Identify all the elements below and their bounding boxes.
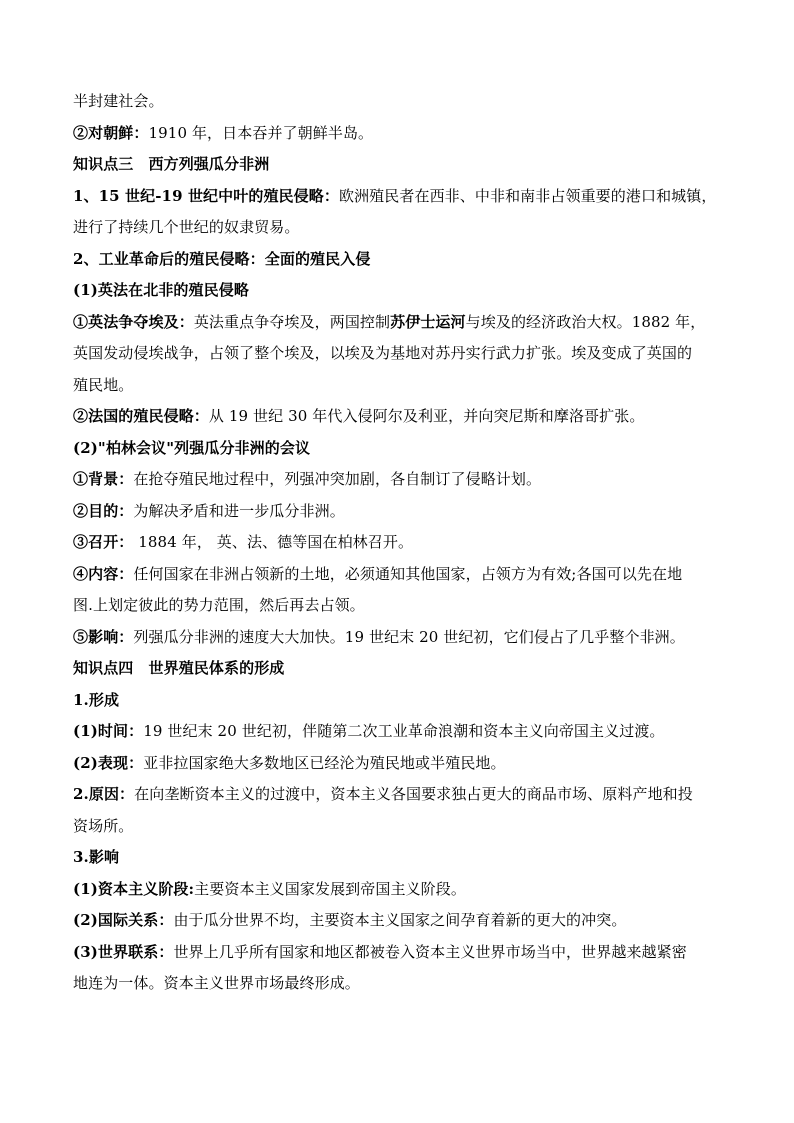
bold-text-run: ③召开： (73, 533, 134, 551)
bold-text-run: (1)资本主义阶段: (73, 879, 195, 898)
bold-text-run: 知识点四 世界殖民体系的形成 (73, 659, 285, 677)
bold-text-run: ⑤影响： (73, 627, 134, 646)
text-run: 英国发动侵埃战争，占领了整个埃及，以埃及为基地对苏丹实行武力扩张。埃及变成了英国的 (73, 344, 693, 362)
text-run: 资场所。 (73, 816, 134, 835)
bold-text-run: ①背景： (73, 470, 134, 488)
bold-text-run: 1、15 世纪-19 世纪中叶的殖民侵略： (73, 186, 339, 205)
text-line (73, 527, 733, 559)
text-line (73, 370, 733, 402)
bold-text-run: 苏伊士运河 (390, 312, 466, 331)
text-line (73, 968, 733, 1000)
text-line (73, 464, 733, 496)
text-run: 与埃及的经济政治大权。1882 年， (465, 312, 706, 331)
text-line (73, 275, 733, 307)
text-line (73, 307, 733, 339)
text-line (73, 86, 733, 118)
text-run: 在抢夺殖民地过程中，列强冲突加剧，各自制订了侵略计划。 (133, 470, 542, 488)
text-line (73, 653, 733, 685)
text-line (73, 212, 733, 244)
text-line (73, 118, 733, 150)
bold-text-run: (3)世界联系： (73, 942, 174, 961)
bold-text-run: 2.原因： (73, 785, 135, 803)
text-line (73, 874, 733, 906)
bold-text-run: ①英法争夺埃及： (73, 312, 194, 331)
text-line (73, 716, 733, 748)
text-line (73, 181, 733, 213)
text-run: 半封建社会。 (73, 92, 164, 110)
bold-text-run: ②法国的殖民侵略： (73, 407, 209, 425)
bold-text-run: ②目的： (73, 501, 134, 520)
text-run: 由于瓜分世界不均，主要资本主义国家之间孕育着新的更大的冲突。 (173, 911, 627, 929)
text-run: 19 世纪末 20 世纪初，伴随第二次工业革命浪潮和资本主义向帝国主义过渡。 (143, 722, 665, 740)
text-line (73, 748, 733, 780)
text-line (73, 433, 733, 465)
text-line (73, 244, 733, 276)
bold-text-run: (1)时间： (73, 722, 144, 740)
text-line (73, 811, 733, 843)
bold-text-run: ②对朝鲜： (73, 123, 149, 142)
text-line (73, 338, 733, 370)
bold-text-run: ④内容： (73, 564, 134, 583)
text-line (73, 496, 733, 528)
text-run: 图.上划定彼此的势力范围，然后再去占领。 (73, 596, 365, 614)
bold-text-run: (2)国际关系： (73, 911, 174, 929)
text-line (73, 779, 733, 811)
bold-text-run: (2)表现： (73, 753, 144, 772)
text-line (73, 622, 733, 654)
text-line (73, 149, 733, 181)
bold-text-run: 3.影响 (73, 848, 120, 866)
text-run: 殖民地。 (73, 375, 134, 394)
text-run: 列强瓜分非洲的速度大大加快。19 世纪末 20 世纪初，它们侵占了几乎整个非洲。 (133, 627, 685, 646)
text-run: 英法重点争夺埃及，两国控制 (193, 312, 391, 331)
text-line (73, 937, 733, 969)
text-run: 任何国家在非洲占领新的土地，必须通知其他国家，占领方为有效;各国可以先在地 (133, 564, 683, 583)
text-line (73, 685, 733, 717)
text-run: 地连为一体。资本主义世界市场最终形成。 (73, 974, 360, 992)
bold-text-run: (1)英法在北非的殖民侵略 (73, 281, 249, 299)
text-line (73, 842, 733, 874)
text-run: 世界上几乎所有国家和地区都被卷入资本主义世界市场当中，世界越来越紧密 (173, 942, 687, 961)
text-run: 进行了持续几个世纪的奴隶贸易。 (73, 218, 300, 236)
text-line (73, 401, 733, 433)
text-run: 为解决矛盾和进一步瓜分非洲。 (133, 501, 345, 520)
text-run: 1910 年，日本吞并了朝鲜半岛。 (148, 123, 374, 142)
text-line (73, 559, 733, 591)
text-line (73, 590, 733, 622)
text-run: 主要资本主义国家发展到帝国主义阶段。 (194, 879, 466, 898)
text-run: 从 19 世纪 30 年代入侵阿尔及利亚，并向突尼斯和摩洛哥扩张。 (208, 407, 645, 425)
document-page (73, 86, 733, 1000)
text-line (73, 905, 733, 937)
text-run: 1884 年， 英、法、德等国在柏林召开。 (133, 533, 414, 551)
text-run: 在向垄断资本主义的过渡中，资本主义各国要求独占更大的商品市场、原料产地和投 (134, 785, 693, 803)
bold-text-run: (2)"柏林会议"列强瓜分非洲的会议 (73, 438, 311, 457)
bold-text-run: 2、工业革命后的殖民侵略：全面的殖民入侵 (73, 249, 371, 268)
bold-text-run: 1.形成 (73, 690, 120, 709)
text-run: 亚非拉国家绝大多数地区已经沦为殖民地或半殖民地。 (143, 753, 506, 772)
text-run: 欧洲殖民者在西非、中非和南非占领重要的港口和城镇， (338, 186, 717, 205)
bold-text-run: 知识点三 西方列强瓜分非洲 (73, 155, 270, 173)
